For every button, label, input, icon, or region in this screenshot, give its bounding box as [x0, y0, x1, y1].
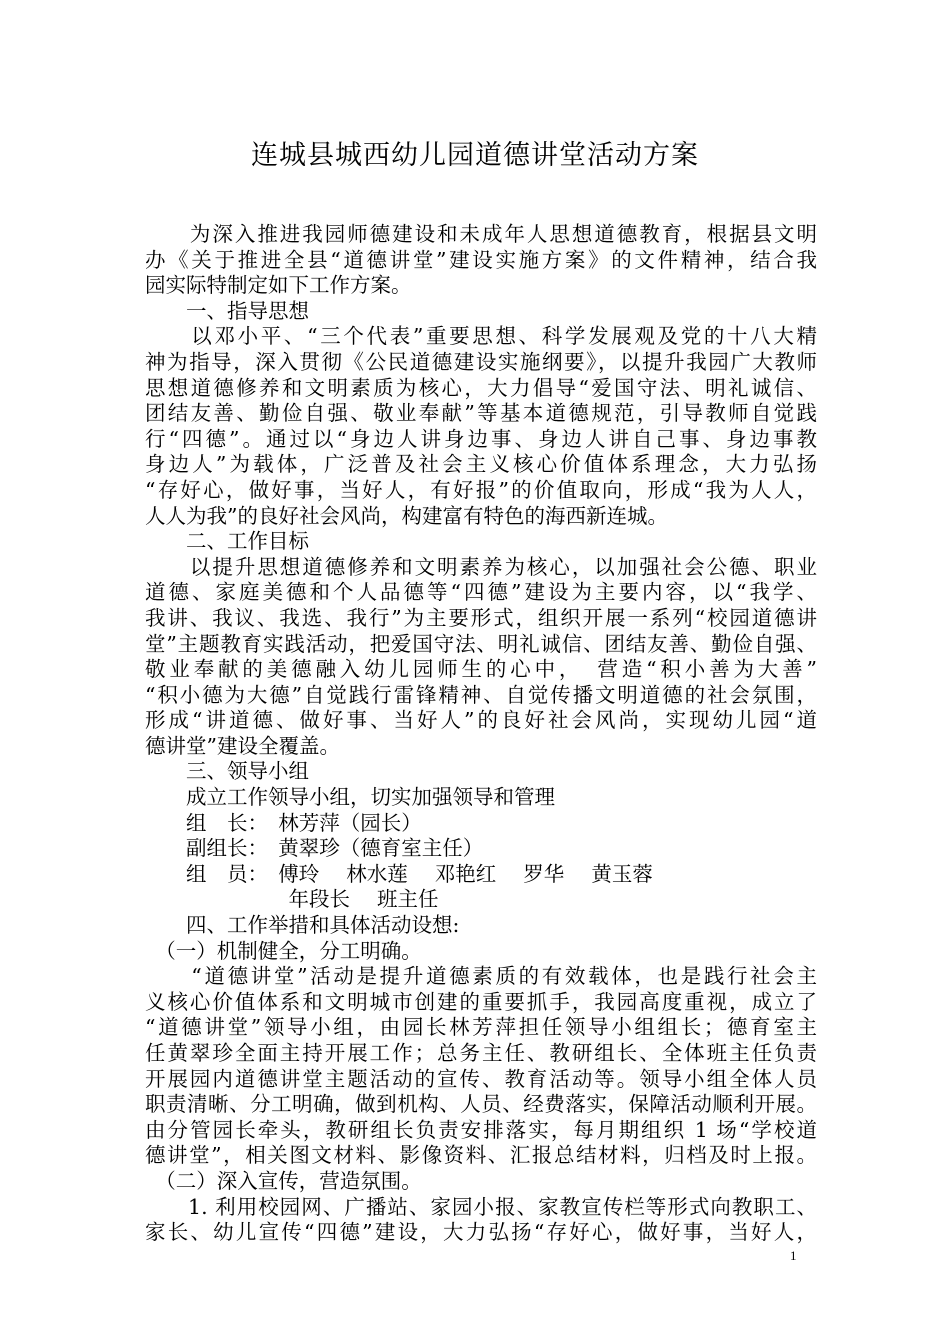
body-line: 一、指导思想	[145, 298, 309, 323]
body-line: 由分管园长牵头，教研组长负责安排落实，每月期组织 1 场“学校道	[145, 1117, 817, 1142]
body-line: 组 长： 林芳萍（园长）	[145, 810, 422, 835]
body-line: 义核心价值体系和文明城市创建的重要抓手，我园高度重视，成立了	[145, 989, 817, 1014]
body-line: 1. 利用校园网、广播站、家园小报、家教宣传栏等形式向教职工、	[145, 1194, 817, 1219]
body-line: 开展园内道德讲堂主题活动的宣传、教育活动等。领导小组全体人员	[145, 1066, 817, 1091]
body-line: “道德讲堂”活动是提升道德素质的有效载体，也是践行社会主	[145, 964, 817, 989]
body-line: 组 员： 傅玲 林水莲 邓艳红 罗华 黄玉蓉	[145, 861, 653, 886]
body-line: 形成“讲道德、做好事、当好人”的良好社会风尚，实现幼儿园“道	[145, 708, 817, 733]
body-line: 以邓小平、“三个代表”重要思想、科学发展观及党的十八大精	[145, 324, 817, 349]
document-body	[145, 222, 817, 1246]
body-line: “道德讲堂”领导小组，由园长林芳萍担任领导小组组长；德育室主	[145, 1015, 817, 1040]
body-line: 我讲、我议、我选、我行”为主要形式，组织开展一系列“校园道德讲	[145, 605, 817, 630]
body-line: 以提升思想道德修养和文明素养为核心，以加强社会公德、职业	[145, 554, 817, 579]
body-line: 行“四德”。通过以“身边人讲身边事、身边人讲自己事、身边事教	[145, 426, 817, 451]
body-line: 为深入推进我园师德建设和未成年人思想道德教育，根据县文明	[145, 222, 817, 246]
body-line: 堂”主题教育实践活动，把爱国守法、明礼诚信、团结友善、勤俭自强、	[145, 631, 817, 656]
body-line: 神为指导，深入贯彻《公民道德建设实施纲要》，以提升我园广大教师	[145, 349, 817, 374]
body-line: 园实际特制定如下工作方案。	[145, 273, 412, 298]
body-line: 副组长： 黄翠珍（德育室主任）	[145, 836, 484, 861]
body-line: 德讲堂”，相关图文材料、影像资料、汇报总结材料，归档及时上报。	[145, 1143, 817, 1168]
body-line: 办《关于推进全县“道德讲堂”建设实施方案》的文件精神，结合我	[145, 247, 817, 272]
body-line: 职责清晰、分工明确，做到机构、人员、经费落实，保障活动顺利开展。	[145, 1092, 817, 1117]
body-line: 人人为我”的良好社会风尚，构建富有特色的海西新连城。	[145, 503, 668, 528]
body-line: 敬业奉献的美德融入幼儿园师生的心中， 营造“积小善为大善”	[145, 657, 817, 682]
body-line: “存好心，做好事，当好人，有好报”的价值取向，形成“我为人人，	[145, 477, 817, 502]
body-line: （一）机制健全，分工明确。	[145, 938, 422, 963]
body-line: 任黄翠珍全面主持开展工作；总务主任、教研组长、全体班主任负责	[145, 1041, 817, 1065]
body-line: 成立工作领导小组，切实加强领导和管理	[145, 785, 555, 810]
document-title: 连城县城西幼儿园道德讲堂活动方案	[251, 140, 699, 171]
body-line: 德讲堂”建设全覆盖。	[145, 733, 340, 758]
body-line: 身边人”为载体，广泛普及社会主义核心价值体系理念，大力弘扬	[145, 452, 817, 477]
body-line: （二）深入宣传，营造氛围。	[145, 1168, 422, 1193]
page-number: 1	[790, 1248, 797, 1263]
body-line: 四、工作举措和具体活动设想:	[145, 913, 460, 938]
body-line: 二、工作目标	[145, 529, 309, 554]
body-line: 思想道德修养和文明素质为核心，大力倡导“爱国守法、明礼诚信、	[145, 375, 817, 400]
body-line: 家长、幼儿宣传“四德”建设，大力弘扬“存好心，做好事，当好人，	[145, 1220, 817, 1245]
body-line: 年段长 班主任	[145, 887, 439, 912]
body-line: 三、领导小组	[145, 759, 309, 784]
body-line: “积小德为大德”自觉践行雷锋精神、自觉传播文明道德的社会氛围，	[145, 682, 817, 707]
body-line: 团结友善、勤俭自强、敬业奉献”等基本道德规范，引导教师自觉践	[145, 401, 817, 426]
body-line: 道德、家庭美德和个人品德等“四德”建设为主要内容，以“我学、	[145, 580, 817, 605]
